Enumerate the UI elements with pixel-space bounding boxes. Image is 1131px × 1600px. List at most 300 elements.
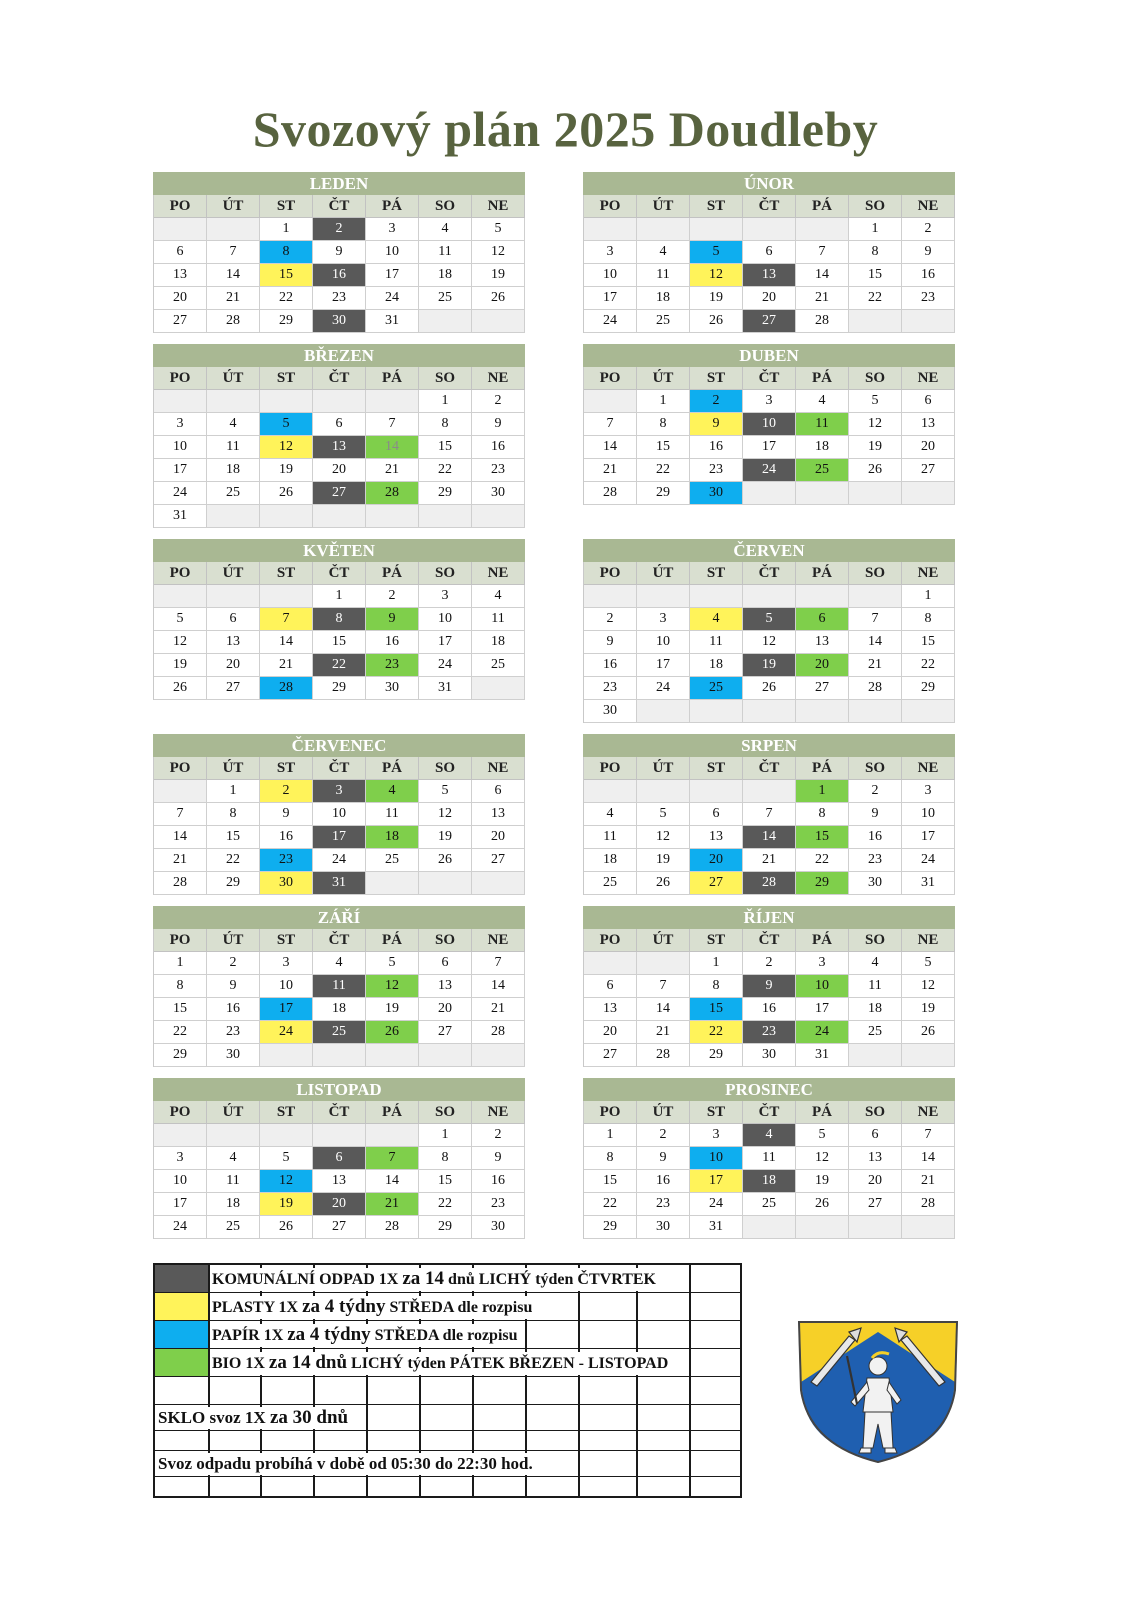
day-cell: 7 <box>260 608 313 631</box>
day-cell: 8 <box>154 975 207 998</box>
day-cell: 6 <box>743 241 796 264</box>
empty-day-cell <box>366 390 419 413</box>
day-cell: 26 <box>472 287 525 310</box>
day-cell: 7 <box>849 608 902 631</box>
weekday-header: SO <box>419 195 472 218</box>
weekday-header: SO <box>419 562 472 585</box>
weekday-header: ÚT <box>637 929 690 952</box>
day-cell: 19 <box>849 436 902 459</box>
day-cell: 26 <box>366 1021 419 1044</box>
day-cell: 19 <box>419 826 472 849</box>
day-cell: 26 <box>690 310 743 333</box>
day-cell: 11 <box>207 1170 260 1193</box>
day-cell: 31 <box>366 310 419 333</box>
day-cell: 1 <box>154 952 207 975</box>
day-cell: 14 <box>902 1147 955 1170</box>
day-cell: 6 <box>796 608 849 631</box>
day-cell: 13 <box>584 998 637 1021</box>
day-cell: 3 <box>690 1124 743 1147</box>
day-cell: 18 <box>849 998 902 1021</box>
weekday-header: PO <box>154 195 207 218</box>
day-cell: 14 <box>207 264 260 287</box>
day-cell: 7 <box>902 1124 955 1147</box>
empty-day-cell <box>207 390 260 413</box>
day-cell: 9 <box>313 241 366 264</box>
day-cell: 31 <box>902 872 955 895</box>
day-cell: 2 <box>902 218 955 241</box>
weekday-header: PO <box>584 1101 637 1124</box>
day-cell: 5 <box>849 390 902 413</box>
empty-day-cell <box>313 505 366 528</box>
day-cell: 11 <box>207 436 260 459</box>
weekday-header: ČT <box>743 562 796 585</box>
day-cell: 26 <box>849 459 902 482</box>
day-cell: 1 <box>584 1124 637 1147</box>
day-cell: 11 <box>743 1147 796 1170</box>
day-cell: 17 <box>313 826 366 849</box>
day-cell: 2 <box>260 780 313 803</box>
day-cell: 22 <box>419 459 472 482</box>
day-cell: 22 <box>260 287 313 310</box>
weekday-header: ÚT <box>207 1101 260 1124</box>
month-days-grid <box>583 757 955 895</box>
day-cell: 15 <box>207 826 260 849</box>
day-cell: 24 <box>154 482 207 505</box>
weekday-header: ČT <box>743 1101 796 1124</box>
day-cell: 8 <box>419 1147 472 1170</box>
weekday-header: SO <box>849 929 902 952</box>
day-cell: 8 <box>849 241 902 264</box>
day-cell: 15 <box>154 998 207 1021</box>
empty-day-cell <box>472 310 525 333</box>
empty-day-cell <box>154 780 207 803</box>
empty-day-cell <box>690 780 743 803</box>
empty-day-cell <box>207 218 260 241</box>
weekday-header: NE <box>902 929 955 952</box>
day-cell: 22 <box>637 459 690 482</box>
empty-day-cell <box>849 585 902 608</box>
day-cell: 2 <box>743 952 796 975</box>
weekday-header: PO <box>154 757 207 780</box>
empty-day-cell <box>472 505 525 528</box>
day-cell: 3 <box>584 241 637 264</box>
day-cell: 21 <box>584 459 637 482</box>
day-cell: 28 <box>472 1021 525 1044</box>
day-cell: 16 <box>313 264 366 287</box>
weekday-header: ST <box>260 195 313 218</box>
day-cell: 7 <box>584 413 637 436</box>
day-cell: 13 <box>207 631 260 654</box>
weekday-header: PO <box>154 929 207 952</box>
day-cell: 22 <box>690 1021 743 1044</box>
day-cell: 15 <box>260 264 313 287</box>
day-cell: 29 <box>313 677 366 700</box>
day-cell: 3 <box>154 1147 207 1170</box>
day-cell: 7 <box>154 803 207 826</box>
day-cell: 10 <box>796 975 849 998</box>
empty-day-cell <box>472 1044 525 1067</box>
day-cell: 31 <box>313 872 366 895</box>
day-cell: 28 <box>366 1216 419 1239</box>
day-cell: 9 <box>637 1147 690 1170</box>
day-cell: 20 <box>902 436 955 459</box>
weekday-header: PO <box>154 1101 207 1124</box>
day-cell: 11 <box>313 975 366 998</box>
day-cell: 14 <box>637 998 690 1021</box>
month-name: ŘÍJEN <box>583 906 955 929</box>
day-cell: 4 <box>207 1147 260 1170</box>
day-cell: 25 <box>313 1021 366 1044</box>
day-cell: 31 <box>690 1216 743 1239</box>
day-cell: 6 <box>419 952 472 975</box>
day-cell: 12 <box>796 1147 849 1170</box>
empty-day-cell <box>743 700 796 723</box>
day-cell: 8 <box>419 413 472 436</box>
empty-day-cell <box>637 780 690 803</box>
day-cell: 3 <box>796 952 849 975</box>
month-name: ČERVEN <box>583 539 955 562</box>
day-cell: 29 <box>902 677 955 700</box>
day-cell: 6 <box>902 390 955 413</box>
day-cell: 31 <box>796 1044 849 1067</box>
day-cell: 6 <box>584 975 637 998</box>
day-cell: 5 <box>260 413 313 436</box>
legend-sklo-text: SKLO svoz 1X za 30 dnů <box>158 1407 349 1428</box>
day-cell: 9 <box>690 413 743 436</box>
day-cell: 13 <box>849 1147 902 1170</box>
month-days-grid <box>583 562 955 723</box>
day-cell: 27 <box>313 482 366 505</box>
day-cell: 16 <box>472 436 525 459</box>
day-cell: 27 <box>690 872 743 895</box>
day-cell: 25 <box>207 1216 260 1239</box>
empty-day-cell <box>207 505 260 528</box>
day-cell: 31 <box>419 677 472 700</box>
empty-day-cell <box>260 585 313 608</box>
empty-day-cell <box>796 218 849 241</box>
weekday-header: SO <box>419 929 472 952</box>
day-cell: 8 <box>690 975 743 998</box>
weekday-header: PO <box>584 929 637 952</box>
day-cell: 4 <box>584 803 637 826</box>
day-cell: 23 <box>207 1021 260 1044</box>
day-cell: 10 <box>690 1147 743 1170</box>
empty-day-cell <box>154 218 207 241</box>
day-cell: 25 <box>690 677 743 700</box>
weekday-header: ÚT <box>637 757 690 780</box>
day-cell: 5 <box>743 608 796 631</box>
weekday-header: SO <box>419 1101 472 1124</box>
day-cell: 6 <box>690 803 743 826</box>
day-cell: 21 <box>366 1193 419 1216</box>
day-cell: 12 <box>260 1170 313 1193</box>
day-cell: 17 <box>154 1193 207 1216</box>
day-cell: 14 <box>260 631 313 654</box>
day-cell: 14 <box>366 1170 419 1193</box>
legend-bio-text: BIO 1X za 14 dnů LICHÝ týden PÁTEK BŘEZEN - LISTOPAD <box>212 1352 669 1373</box>
day-cell: 6 <box>154 241 207 264</box>
day-cell: 25 <box>637 310 690 333</box>
day-cell: 12 <box>366 975 419 998</box>
day-cell: 20 <box>419 998 472 1021</box>
day-cell: 14 <box>796 264 849 287</box>
day-cell: 5 <box>796 1124 849 1147</box>
day-cell: 25 <box>849 1021 902 1044</box>
day-cell: 25 <box>584 872 637 895</box>
weekday-header: ČT <box>313 757 366 780</box>
month-srpen <box>583 734 955 895</box>
day-cell: 16 <box>207 998 260 1021</box>
day-cell: 18 <box>584 849 637 872</box>
day-cell: 10 <box>154 436 207 459</box>
day-cell: 27 <box>849 1193 902 1216</box>
plasty-swatch <box>155 1293 209 1320</box>
month-listopad <box>153 1078 525 1239</box>
day-cell: 23 <box>366 654 419 677</box>
day-cell: 19 <box>902 998 955 1021</box>
weekday-header: PO <box>584 195 637 218</box>
day-cell: 3 <box>637 608 690 631</box>
day-cell: 30 <box>472 482 525 505</box>
day-cell: 5 <box>260 1147 313 1170</box>
empty-day-cell <box>796 585 849 608</box>
empty-day-cell <box>313 1044 366 1067</box>
day-cell: 3 <box>743 390 796 413</box>
day-cell: 20 <box>154 287 207 310</box>
day-cell: 21 <box>154 849 207 872</box>
day-cell: 10 <box>154 1170 207 1193</box>
weekday-header: ÚT <box>207 929 260 952</box>
weekday-header: ST <box>690 757 743 780</box>
day-cell: 8 <box>796 803 849 826</box>
day-cell: 27 <box>902 459 955 482</box>
weekday-header: PÁ <box>366 367 419 390</box>
day-cell: 9 <box>743 975 796 998</box>
day-cell: 1 <box>637 390 690 413</box>
day-cell: 23 <box>849 849 902 872</box>
day-cell: 1 <box>419 1124 472 1147</box>
day-cell: 22 <box>313 654 366 677</box>
empty-day-cell <box>584 585 637 608</box>
day-cell: 1 <box>796 780 849 803</box>
day-cell: 12 <box>419 803 472 826</box>
day-cell: 11 <box>419 241 472 264</box>
day-cell: 7 <box>207 241 260 264</box>
day-cell: 10 <box>637 631 690 654</box>
day-cell: 10 <box>743 413 796 436</box>
day-cell: 3 <box>366 218 419 241</box>
day-cell: 31 <box>154 505 207 528</box>
weekday-header: NE <box>472 1101 525 1124</box>
day-cell: 9 <box>472 413 525 436</box>
day-cell: 11 <box>796 413 849 436</box>
weekday-header: ČT <box>313 929 366 952</box>
day-cell: 26 <box>260 1216 313 1239</box>
day-cell: 9 <box>584 631 637 654</box>
day-cell: 4 <box>690 608 743 631</box>
day-cell: 21 <box>849 654 902 677</box>
day-cell: 2 <box>313 218 366 241</box>
month-days-grid <box>153 367 525 528</box>
day-cell: 15 <box>419 436 472 459</box>
empty-day-cell <box>849 700 902 723</box>
day-cell: 15 <box>902 631 955 654</box>
day-cell: 2 <box>690 390 743 413</box>
weekday-header: ÚT <box>207 367 260 390</box>
day-cell: 17 <box>637 654 690 677</box>
day-cell: 4 <box>419 218 472 241</box>
day-cell: 23 <box>260 849 313 872</box>
month-name: BŘEZEN <box>153 344 525 367</box>
day-cell: 14 <box>154 826 207 849</box>
weekday-header: ČT <box>313 367 366 390</box>
day-cell: 12 <box>690 264 743 287</box>
weekday-header: ST <box>690 367 743 390</box>
day-cell: 27 <box>743 310 796 333</box>
empty-day-cell <box>419 1044 472 1067</box>
day-cell: 17 <box>902 826 955 849</box>
month-name: LEDEN <box>153 172 525 195</box>
weekday-header: ÚT <box>207 195 260 218</box>
day-cell: 12 <box>637 826 690 849</box>
day-cell: 28 <box>743 872 796 895</box>
day-cell: 13 <box>902 413 955 436</box>
day-cell: 18 <box>690 654 743 677</box>
day-cell: 16 <box>743 998 796 1021</box>
day-cell: 1 <box>849 218 902 241</box>
day-cell: 28 <box>366 482 419 505</box>
day-cell: 2 <box>366 585 419 608</box>
day-cell: 28 <box>902 1193 955 1216</box>
day-cell: 25 <box>207 482 260 505</box>
day-cell: 28 <box>849 677 902 700</box>
day-cell: 25 <box>743 1193 796 1216</box>
weekday-header: SO <box>419 367 472 390</box>
day-cell: 7 <box>796 241 849 264</box>
day-cell: 30 <box>849 872 902 895</box>
weekday-header: SO <box>849 562 902 585</box>
day-cell: 23 <box>584 677 637 700</box>
day-cell: 9 <box>207 975 260 998</box>
day-cell: 16 <box>472 1170 525 1193</box>
day-cell: 19 <box>796 1170 849 1193</box>
empty-day-cell <box>902 1044 955 1067</box>
weekday-header: PÁ <box>796 929 849 952</box>
day-cell: 4 <box>366 780 419 803</box>
day-cell: 8 <box>313 608 366 631</box>
empty-day-cell <box>154 390 207 413</box>
empty-day-cell <box>637 218 690 241</box>
day-cell: 15 <box>849 264 902 287</box>
day-cell: 7 <box>743 803 796 826</box>
month-březen <box>153 344 525 528</box>
day-cell: 7 <box>366 1147 419 1170</box>
day-cell: 17 <box>154 459 207 482</box>
month-days-grid <box>153 757 525 895</box>
empty-day-cell <box>743 585 796 608</box>
empty-day-cell <box>584 780 637 803</box>
day-cell: 10 <box>313 803 366 826</box>
day-cell: 14 <box>472 975 525 998</box>
month-květen <box>153 539 525 700</box>
weekday-header: PO <box>154 562 207 585</box>
day-cell: 10 <box>419 608 472 631</box>
day-cell: 16 <box>849 826 902 849</box>
day-cell: 5 <box>419 780 472 803</box>
day-cell: 13 <box>690 826 743 849</box>
day-cell: 23 <box>472 1193 525 1216</box>
day-cell: 24 <box>902 849 955 872</box>
day-cell: 26 <box>419 849 472 872</box>
weekday-header: ST <box>260 367 313 390</box>
month-days-grid <box>583 929 955 1067</box>
day-cell: 15 <box>419 1170 472 1193</box>
weekday-header: SO <box>849 367 902 390</box>
month-days-grid <box>153 562 525 700</box>
day-cell: 2 <box>637 1124 690 1147</box>
day-cell: 20 <box>743 287 796 310</box>
day-cell: 4 <box>849 952 902 975</box>
day-cell: 5 <box>690 241 743 264</box>
day-cell: 29 <box>419 1216 472 1239</box>
day-cell: 6 <box>849 1124 902 1147</box>
month-prosinec <box>583 1078 955 1239</box>
empty-day-cell <box>366 1044 419 1067</box>
day-cell: 19 <box>260 459 313 482</box>
day-cell: 8 <box>260 241 313 264</box>
empty-day-cell <box>637 952 690 975</box>
day-cell: 6 <box>313 413 366 436</box>
day-cell: 22 <box>154 1021 207 1044</box>
day-cell: 17 <box>743 436 796 459</box>
day-cell: 10 <box>902 803 955 826</box>
empty-day-cell <box>584 390 637 413</box>
day-cell: 19 <box>260 1193 313 1216</box>
day-cell: 3 <box>313 780 366 803</box>
weekday-header: PÁ <box>796 195 849 218</box>
weekday-header: PÁ <box>366 1101 419 1124</box>
day-cell: 14 <box>849 631 902 654</box>
empty-day-cell <box>690 700 743 723</box>
day-cell: 15 <box>313 631 366 654</box>
day-cell: 27 <box>207 677 260 700</box>
month-days-grid <box>153 195 525 333</box>
day-cell: 5 <box>154 608 207 631</box>
day-cell: 21 <box>260 654 313 677</box>
day-cell: 15 <box>690 998 743 1021</box>
empty-day-cell <box>902 1216 955 1239</box>
empty-day-cell <box>419 310 472 333</box>
day-cell: 29 <box>796 872 849 895</box>
empty-day-cell <box>260 505 313 528</box>
day-cell: 28 <box>796 310 849 333</box>
day-cell: 3 <box>260 952 313 975</box>
weekday-header: PÁ <box>796 562 849 585</box>
weekday-header: ČT <box>313 562 366 585</box>
day-cell: 30 <box>313 310 366 333</box>
day-cell: 21 <box>902 1170 955 1193</box>
day-cell: 13 <box>796 631 849 654</box>
day-cell: 4 <box>313 952 366 975</box>
empty-day-cell <box>743 780 796 803</box>
empty-day-cell <box>849 1216 902 1239</box>
weekday-header: PÁ <box>366 757 419 780</box>
day-cell: 20 <box>313 459 366 482</box>
day-cell: 9 <box>260 803 313 826</box>
empty-day-cell <box>743 1216 796 1239</box>
day-cell: 10 <box>584 264 637 287</box>
weekday-header: PÁ <box>366 195 419 218</box>
